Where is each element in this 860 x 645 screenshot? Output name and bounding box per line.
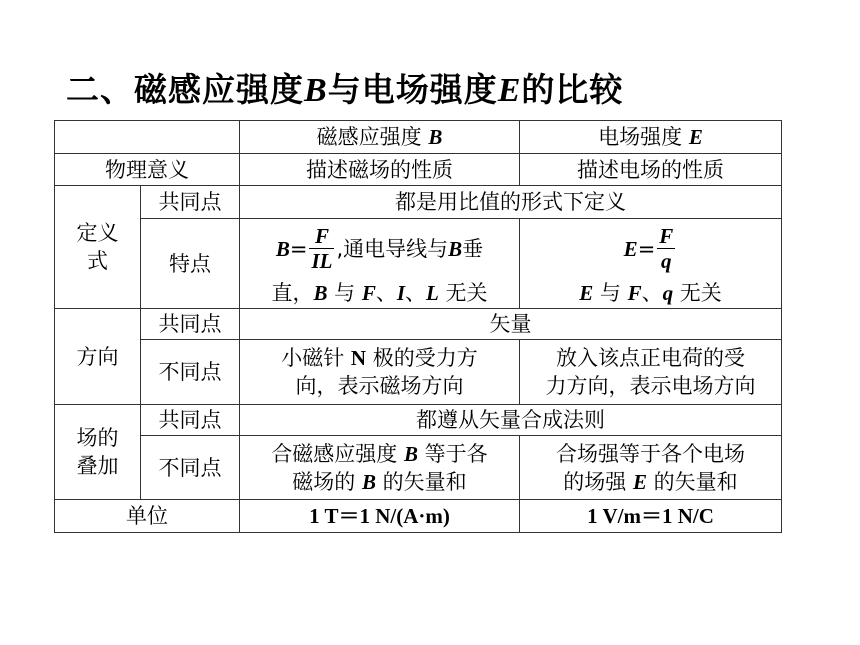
meaning-b: 描述磁场的性质	[240, 154, 520, 186]
header-row	[55, 121, 782, 154]
superposition-diff-row	[55, 436, 782, 500]
unit-e: 1 V/m＝1 N/C	[520, 500, 782, 533]
header-e: 电场强度 E	[520, 121, 782, 154]
superposition-label: 场的 叠加	[55, 405, 141, 500]
direction-common-label: 共同点	[141, 309, 240, 340]
superposition-common: 都遵从矢量合成法则	[240, 405, 782, 436]
direction-diff-label: 不同点	[141, 340, 240, 405]
direction-label: 方向	[55, 309, 141, 405]
direction-diff-row	[55, 340, 782, 405]
e-independence: E 与 F、q 无关	[579, 280, 722, 305]
superposition-common-label: 共同点	[141, 405, 240, 436]
definition-feature-row	[55, 219, 782, 309]
definition-common-row	[55, 186, 782, 219]
b-fraction: $\frac{F}{IL}$	[311, 224, 333, 273]
definition-common-label: 共同点	[141, 186, 240, 219]
superposition-e: 合场强等于各个电场 的场强 E 的矢量和	[520, 436, 782, 500]
meaning-label: 物理意义	[55, 154, 240, 186]
page-title: 二、磁感应强度B与电场强度E的比较	[66, 70, 624, 109]
definition-common: 都是用比值的形式下定义	[240, 186, 782, 219]
direction-b: 小磁针 N 极的受力方 向，表示磁场方向	[240, 340, 520, 405]
b-independence: 直，B 与 F、I、L 无关	[271, 280, 488, 305]
superposition-diff-label: 不同点	[141, 436, 240, 500]
b-formula: B = $\frac{F}{IL}$ ,通电导线与 B 垂	[275, 224, 484, 273]
meaning-e: 描述电场的性质	[520, 154, 782, 186]
definition-label: 定义式	[55, 186, 141, 309]
direction-common-row	[55, 309, 782, 340]
superposition-b: 合磁感应强度 B 等于各 磁场的 B 的矢量和	[240, 436, 520, 500]
definition-b	[240, 219, 520, 309]
header-b: 磁感应强度 B	[240, 121, 520, 154]
definition-e	[520, 219, 782, 309]
direction-e: 放入该点正电荷的受 力方向，表示电场方向	[520, 340, 782, 405]
superposition-common-row	[55, 405, 782, 436]
e-fraction: $\frac{F}{q}$	[659, 224, 674, 273]
unit-label: 单位	[55, 500, 240, 533]
unit-row	[55, 500, 782, 533]
meaning-row	[55, 154, 782, 186]
definition-feature-label: 特点	[141, 219, 240, 309]
comparison-table	[54, 120, 782, 533]
header-corner-cell	[55, 121, 240, 154]
unit-b: 1 T＝1 N/(A·m)	[240, 500, 520, 533]
e-formula: E = $\frac{F}{q}$	[623, 224, 674, 273]
direction-common: 矢量	[240, 309, 782, 340]
